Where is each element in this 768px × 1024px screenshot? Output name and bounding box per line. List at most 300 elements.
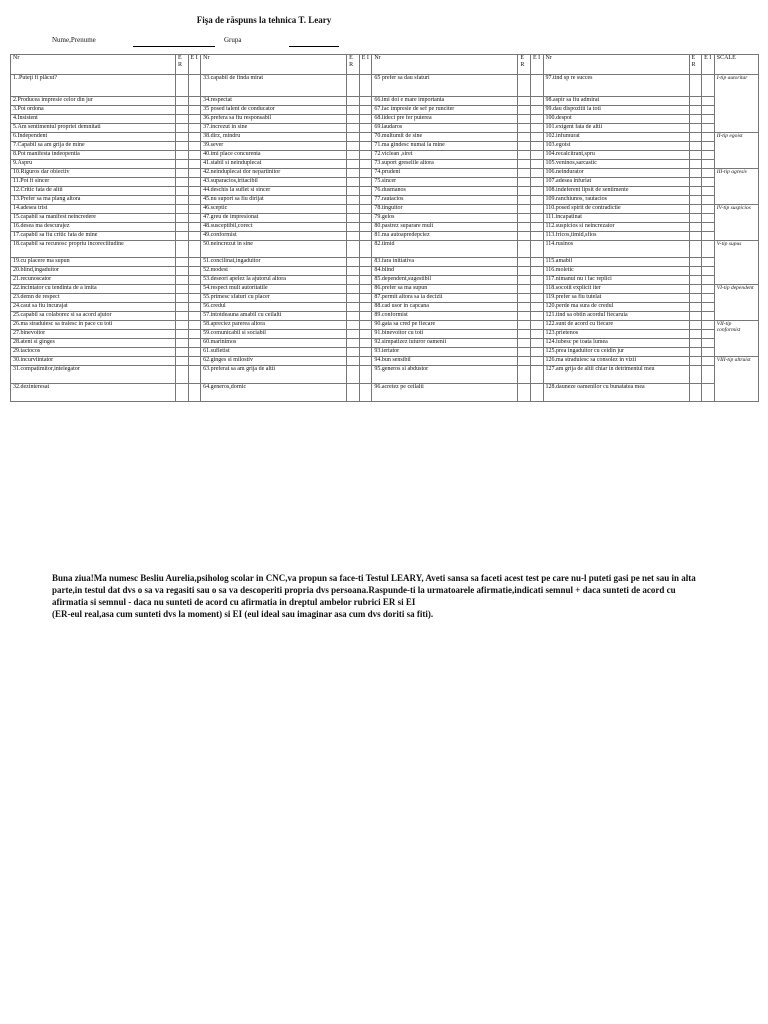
table-body (11, 55, 759, 402)
er-answer-cell[interactable] (347, 151, 360, 160)
ei-answer-cell[interactable] (702, 169, 715, 178)
er-answer-cell[interactable] (175, 312, 188, 321)
ei-answer-cell[interactable] (530, 303, 543, 312)
er-answer-cell[interactable] (518, 339, 531, 348)
er-answer-cell[interactable] (347, 178, 360, 187)
er-answer-cell[interactable] (175, 214, 188, 223)
er-answer-cell[interactable] (689, 142, 702, 151)
er-answer-cell[interactable] (175, 124, 188, 133)
er-answer-cell[interactable] (347, 384, 360, 402)
ei-answer-cell[interactable] (188, 115, 201, 124)
ei-answer-cell[interactable] (530, 312, 543, 321)
er-answer-cell[interactable] (518, 124, 531, 133)
er-answer-cell[interactable] (347, 232, 360, 241)
ei-answer-cell[interactable] (530, 187, 543, 196)
ei-answer-cell[interactable] (702, 312, 715, 321)
statement-cell: 41.stabil si neinduplecat (201, 160, 347, 169)
statement-cell: 102.infumurat (543, 133, 689, 142)
ei-answer-cell[interactable] (188, 151, 201, 160)
ei-answer-cell[interactable] (188, 196, 201, 205)
ei-answer-cell[interactable] (702, 214, 715, 223)
ei-answer-cell[interactable] (359, 196, 372, 205)
statement-cell: 82.timid (372, 241, 518, 258)
er-answer-cell[interactable] (175, 169, 188, 178)
er-answer-cell[interactable] (689, 187, 702, 196)
statement-cell: 61.sufletist (201, 348, 347, 357)
er-answer-cell[interactable] (689, 196, 702, 205)
statement-cell: 85.dependent,sugestibil (372, 276, 518, 285)
ei-answer-cell[interactable] (702, 160, 715, 169)
er-answer-cell[interactable] (689, 384, 702, 402)
ei-answer-cell[interactable] (188, 276, 201, 285)
statement-cell: 75.sincer (372, 178, 518, 187)
er-answer-cell[interactable] (347, 214, 360, 223)
er-answer-cell[interactable] (347, 169, 360, 178)
ei-answer-cell[interactable] (530, 276, 543, 285)
ei-answer-cell[interactable] (530, 133, 543, 142)
er-answer-cell[interactable] (347, 205, 360, 214)
ei-answer-cell[interactable] (702, 267, 715, 276)
er-answer-cell[interactable] (518, 232, 531, 241)
ei-answer-cell[interactable] (530, 339, 543, 348)
er-answer-cell[interactable] (518, 142, 531, 151)
ei-answer-cell[interactable] (359, 133, 372, 142)
table-row (11, 384, 759, 402)
er-answer-cell[interactable] (518, 106, 531, 115)
er-answer-cell[interactable] (175, 232, 188, 241)
er-answer-cell[interactable] (347, 312, 360, 321)
table-row (11, 151, 759, 160)
statement-cell: 35 posed talent de conducator (201, 106, 347, 115)
er-answer-cell[interactable] (689, 339, 702, 348)
er-answer-cell[interactable] (347, 75, 360, 97)
er-answer-cell[interactable] (689, 276, 702, 285)
er-answer-cell[interactable] (175, 142, 188, 151)
er-answer-cell[interactable] (689, 312, 702, 321)
er-answer-cell[interactable] (175, 241, 188, 258)
table-header-row (11, 55, 759, 75)
er-answer-cell[interactable] (689, 133, 702, 142)
er-answer-cell[interactable] (689, 330, 702, 339)
statement-cell: 44.deschis la suflet si sincer (201, 187, 347, 196)
ei-answer-cell[interactable] (188, 303, 201, 312)
er-answer-cell[interactable] (689, 115, 702, 124)
er-answer-cell[interactable] (689, 151, 702, 160)
statement-cell: 40.imi place concurenta (201, 151, 347, 160)
er-answer-cell[interactable] (689, 294, 702, 303)
ei-answer-cell[interactable] (359, 142, 372, 151)
ei-answer-cell[interactable] (702, 285, 715, 294)
ei-answer-cell[interactable] (359, 384, 372, 402)
ei-answer-cell[interactable] (530, 142, 543, 151)
er-answer-cell[interactable] (347, 348, 360, 357)
ei-answer-cell[interactable] (359, 97, 372, 106)
er-answer-cell[interactable] (347, 106, 360, 115)
ei-answer-cell[interactable] (359, 357, 372, 366)
table-row (11, 267, 759, 276)
er-answer-cell[interactable] (689, 285, 702, 294)
ei-answer-cell[interactable] (702, 330, 715, 339)
er-answer-cell[interactable] (689, 169, 702, 178)
ei-answer-cell[interactable] (702, 294, 715, 303)
er-answer-cell[interactable] (518, 178, 531, 187)
er-answer-cell[interactable] (518, 205, 531, 214)
er-answer-cell[interactable] (518, 241, 531, 258)
ei-answer-cell[interactable] (530, 232, 543, 241)
ei-answer-cell[interactable] (702, 142, 715, 151)
er-answer-cell[interactable] (347, 285, 360, 294)
ei-answer-cell[interactable] (359, 285, 372, 294)
ei-answer-cell[interactable] (702, 366, 715, 384)
statement-cell: 107.adesea infuriat (543, 178, 689, 187)
ei-answer-cell[interactable] (702, 357, 715, 366)
er-answer-cell[interactable] (518, 357, 531, 366)
er-answer-cell[interactable] (347, 276, 360, 285)
er-answer-cell[interactable] (347, 133, 360, 142)
er-answer-cell[interactable] (347, 321, 360, 330)
ei-answer-cell[interactable] (359, 205, 372, 214)
ei-answer-cell[interactable] (530, 223, 543, 232)
er-answer-cell[interactable] (175, 106, 188, 115)
er-answer-cell[interactable] (518, 187, 531, 196)
scale-cell: VII-tip conformist (714, 321, 758, 357)
ei-answer-cell[interactable] (702, 348, 715, 357)
ei-answer-cell[interactable] (702, 384, 715, 402)
er-answer-cell[interactable] (347, 339, 360, 348)
ei-answer-cell[interactable] (188, 258, 201, 267)
ei-answer-cell[interactable] (188, 384, 201, 402)
ei-answer-cell[interactable] (702, 258, 715, 267)
ei-answer-cell[interactable] (530, 178, 543, 187)
ei-answer-cell[interactable] (702, 124, 715, 133)
er-answer-cell[interactable] (175, 160, 188, 169)
statement-cell: 57.intotdeauna amabil cu ceilalti (201, 312, 347, 321)
ei-answer-cell[interactable] (359, 223, 372, 232)
ei-answer-cell[interactable] (188, 357, 201, 366)
er-answer-cell[interactable] (175, 330, 188, 339)
ei-answer-cell[interactable] (702, 339, 715, 348)
ei-answer-cell[interactable] (702, 151, 715, 160)
table-row (11, 294, 759, 303)
er-answer-cell[interactable] (518, 75, 531, 97)
statement-cell: 78.tinguitor (372, 205, 518, 214)
statement-cell: 21.recunoscator (11, 276, 176, 285)
ei-answer-cell[interactable] (702, 223, 715, 232)
er-answer-cell[interactable] (175, 97, 188, 106)
ei-answer-cell[interactable] (359, 276, 372, 285)
ei-answer-cell[interactable] (188, 142, 201, 151)
er-answer-cell[interactable] (689, 348, 702, 357)
ei-answer-cell[interactable] (188, 339, 201, 348)
er-answer-cell[interactable] (347, 187, 360, 196)
er-answer-cell[interactable] (175, 151, 188, 160)
er-answer-cell[interactable] (347, 223, 360, 232)
ei-answer-cell[interactable] (702, 178, 715, 187)
er-answer-cell[interactable] (689, 75, 702, 97)
group-label: Grupa (224, 36, 242, 44)
ei-answer-cell[interactable] (530, 294, 543, 303)
ei-answer-cell[interactable] (530, 97, 543, 106)
ei-answer-cell[interactable] (530, 124, 543, 133)
er-answer-cell[interactable] (175, 294, 188, 303)
er-answer-cell[interactable] (689, 232, 702, 241)
ei-answer-cell[interactable] (359, 151, 372, 160)
ei-answer-cell[interactable] (702, 321, 715, 330)
ei-answer-cell[interactable] (702, 133, 715, 142)
er-answer-cell[interactable] (518, 151, 531, 160)
er-answer-cell[interactable] (175, 285, 188, 294)
er-answer-cell[interactable] (689, 321, 702, 330)
ei-answer-cell[interactable] (188, 294, 201, 303)
ei-answer-cell[interactable] (530, 205, 543, 214)
er-answer-cell[interactable] (689, 303, 702, 312)
ei-answer-cell[interactable] (702, 106, 715, 115)
er-answer-cell[interactable] (518, 348, 531, 357)
er-answer-cell[interactable] (689, 160, 702, 169)
ei-answer-cell[interactable] (359, 160, 372, 169)
statement-cell: 11.Pot fi sincer (11, 178, 176, 187)
ei-answer-cell[interactable] (530, 321, 543, 330)
ei-answer-cell[interactable] (359, 124, 372, 133)
ei-answer-cell[interactable] (530, 384, 543, 402)
er-answer-cell[interactable] (347, 115, 360, 124)
ei-answer-cell[interactable] (188, 348, 201, 357)
ei-answer-cell[interactable] (530, 285, 543, 294)
er-answer-cell[interactable] (518, 223, 531, 232)
statement-cell: 79.gelos (372, 214, 518, 223)
ei-answer-cell[interactable] (188, 169, 201, 178)
ei-answer-cell[interactable] (359, 366, 372, 384)
statement-cell: 113.fricos,timid,sfios (543, 232, 689, 241)
ei-answer-cell[interactable] (530, 106, 543, 115)
ei-answer-cell[interactable] (530, 151, 543, 160)
ei-answer-cell[interactable] (359, 75, 372, 97)
ei-answer-cell[interactable] (359, 339, 372, 348)
ei-answer-cell[interactable] (188, 214, 201, 223)
er-answer-cell[interactable] (175, 178, 188, 187)
ei-answer-cell[interactable] (188, 285, 201, 294)
er-answer-cell[interactable] (518, 133, 531, 142)
statement-cell: 67.fac impresie de sef pe runciter (372, 106, 518, 115)
ei-answer-cell[interactable] (702, 97, 715, 106)
er-answer-cell[interactable] (518, 285, 531, 294)
er-answer-cell[interactable] (175, 205, 188, 214)
er-answer-cell[interactable] (518, 384, 531, 402)
er-answer-cell[interactable] (347, 366, 360, 384)
er-answer-cell[interactable] (518, 169, 531, 178)
ei-answer-cell[interactable] (188, 178, 201, 187)
ei-answer-cell[interactable] (530, 241, 543, 258)
ei-answer-cell[interactable] (359, 321, 372, 330)
statement-cell: 47.greu de impresionat (201, 214, 347, 223)
er-answer-cell[interactable] (518, 312, 531, 321)
er-answer-cell[interactable] (347, 330, 360, 339)
er-answer-cell[interactable] (347, 124, 360, 133)
table-row (11, 205, 759, 214)
table-row (11, 312, 759, 321)
er-answer-cell[interactable] (689, 258, 702, 267)
ei-answer-cell[interactable] (359, 187, 372, 196)
er-answer-cell[interactable] (347, 160, 360, 169)
statement-cell: 99.dau dispozitii la toti (543, 106, 689, 115)
ei-answer-cell[interactable] (359, 348, 372, 357)
ei-answer-cell[interactable] (188, 366, 201, 384)
statement-cell: 97.tind sp re succes (543, 75, 689, 97)
ei-answer-cell[interactable] (188, 97, 201, 106)
er-answer-cell[interactable] (518, 321, 531, 330)
table-row (11, 223, 759, 232)
ei-answer-cell[interactable] (188, 160, 201, 169)
ei-answer-cell[interactable] (188, 187, 201, 196)
ei-answer-cell[interactable] (702, 115, 715, 124)
ei-answer-cell[interactable] (359, 232, 372, 241)
ei-answer-cell[interactable] (359, 267, 372, 276)
er-answer-cell[interactable] (518, 214, 531, 223)
er-answer-cell[interactable] (518, 330, 531, 339)
er-answer-cell[interactable] (175, 321, 188, 330)
ei-answer-cell[interactable] (530, 169, 543, 178)
er-answer-cell[interactable] (689, 124, 702, 133)
ei-answer-cell[interactable] (702, 196, 715, 205)
er-answer-cell[interactable] (689, 366, 702, 384)
ei-answer-cell[interactable] (188, 330, 201, 339)
ei-header: E I (702, 55, 715, 75)
ei-answer-cell[interactable] (359, 258, 372, 267)
er-answer-cell[interactable] (518, 267, 531, 276)
er-answer-cell[interactable] (689, 178, 702, 187)
er-answer-cell[interactable] (689, 241, 702, 258)
er-answer-cell[interactable] (689, 267, 702, 276)
ei-answer-cell[interactable] (188, 75, 201, 97)
ei-answer-cell[interactable] (359, 178, 372, 187)
er-answer-cell[interactable] (518, 303, 531, 312)
er-answer-cell[interactable] (347, 357, 360, 366)
er-answer-cell[interactable] (175, 366, 188, 384)
ei-answer-cell[interactable] (530, 366, 543, 384)
er-answer-cell[interactable] (175, 187, 188, 196)
er-answer-cell[interactable] (175, 75, 188, 97)
ei-answer-cell[interactable] (530, 75, 543, 97)
ei-answer-cell[interactable] (188, 133, 201, 142)
er-answer-cell[interactable] (518, 294, 531, 303)
er-answer-cell[interactable] (689, 357, 702, 366)
er-answer-cell[interactable] (175, 357, 188, 366)
er-answer-cell[interactable] (347, 267, 360, 276)
er-answer-cell[interactable] (518, 160, 531, 169)
table-row (11, 330, 759, 339)
er-answer-cell[interactable] (347, 294, 360, 303)
statement-cell: 86.prefer sa ma supun (372, 285, 518, 294)
statement-cell: 26.ma straduiesc sa traiesc in pace cu toti (11, 321, 176, 330)
ei-answer-cell[interactable] (188, 223, 201, 232)
er-answer-cell[interactable] (175, 258, 188, 267)
er-answer-cell[interactable] (689, 106, 702, 115)
ei-answer-cell[interactable] (359, 330, 372, 339)
ei-answer-cell[interactable] (530, 258, 543, 267)
er-answer-cell[interactable] (347, 241, 360, 258)
ei-answer-cell[interactable] (359, 169, 372, 178)
ei-answer-cell[interactable] (530, 267, 543, 276)
ei-answer-cell[interactable] (188, 232, 201, 241)
ei-answer-cell[interactable] (359, 214, 372, 223)
er-answer-cell[interactable] (175, 384, 188, 402)
er-answer-cell[interactable] (175, 276, 188, 285)
er-answer-cell[interactable] (347, 258, 360, 267)
ei-answer-cell[interactable] (188, 321, 201, 330)
statement-cell: 2.Producea impresie celor din jur (11, 97, 176, 106)
er-answer-cell[interactable] (347, 303, 360, 312)
ei-answer-cell[interactable] (530, 357, 543, 366)
er-answer-cell[interactable] (518, 276, 531, 285)
er-answer-cell[interactable] (347, 196, 360, 205)
ei-answer-cell[interactable] (530, 330, 543, 339)
er-answer-cell[interactable] (175, 348, 188, 357)
ei-answer-cell[interactable] (530, 160, 543, 169)
ei-answer-cell[interactable] (188, 241, 201, 258)
ei-answer-cell[interactable] (530, 348, 543, 357)
statement-cell: 108.indeferent lipsit de sentimente (543, 187, 689, 196)
er-answer-cell[interactable] (518, 97, 531, 106)
er-answer-cell[interactable] (175, 196, 188, 205)
table-row (11, 303, 759, 312)
er-answer-cell[interactable] (347, 142, 360, 151)
er-answer-cell[interactable] (175, 115, 188, 124)
scale-cell: IV-tip suspicios (714, 205, 758, 241)
er-answer-cell[interactable] (175, 303, 188, 312)
ei-answer-cell[interactable] (530, 115, 543, 124)
er-answer-cell[interactable] (689, 214, 702, 223)
ei-answer-cell[interactable] (530, 214, 543, 223)
ei-answer-cell[interactable] (188, 267, 201, 276)
er-answer-cell[interactable] (175, 223, 188, 232)
ei-answer-cell[interactable] (188, 106, 201, 115)
statement-cell: 52.modest (201, 267, 347, 276)
statement-cell: 90.gata sa cred pe fiecare (372, 321, 518, 330)
er-answer-cell[interactable] (175, 267, 188, 276)
er-answer-cell[interactable] (689, 97, 702, 106)
ei-answer-cell[interactable] (359, 303, 372, 312)
ei-answer-cell[interactable] (359, 115, 372, 124)
er-answer-cell[interactable] (518, 258, 531, 267)
ei-answer-cell[interactable] (359, 106, 372, 115)
ei-answer-cell[interactable] (359, 312, 372, 321)
ei-answer-cell[interactable] (188, 124, 201, 133)
er-answer-cell[interactable] (347, 97, 360, 106)
er-answer-cell[interactable] (518, 366, 531, 384)
statement-cell: 14.adesea trist (11, 205, 176, 214)
er-answer-cell[interactable] (689, 205, 702, 214)
ei-answer-cell[interactable] (530, 196, 543, 205)
er-answer-cell[interactable] (518, 196, 531, 205)
ei-answer-cell[interactable] (188, 312, 201, 321)
statement-cell: 5.Am sentimentul propriei demnitati (11, 124, 176, 133)
ei-answer-cell[interactable] (702, 205, 715, 214)
ei-answer-cell[interactable] (702, 232, 715, 241)
ei-answer-cell[interactable] (702, 187, 715, 196)
ei-answer-cell[interactable] (188, 205, 201, 214)
ei-answer-cell[interactable] (359, 294, 372, 303)
ei-answer-cell[interactable] (702, 276, 715, 285)
table-row (11, 115, 759, 124)
er-answer-cell[interactable] (518, 115, 531, 124)
ei-answer-cell[interactable] (359, 241, 372, 258)
ei-answer-cell[interactable] (702, 303, 715, 312)
er-answer-cell[interactable] (175, 133, 188, 142)
er-answer-cell[interactable] (175, 339, 188, 348)
ei-answer-cell[interactable] (702, 75, 715, 97)
ei-answer-cell[interactable] (702, 241, 715, 258)
er-answer-cell[interactable] (689, 223, 702, 232)
